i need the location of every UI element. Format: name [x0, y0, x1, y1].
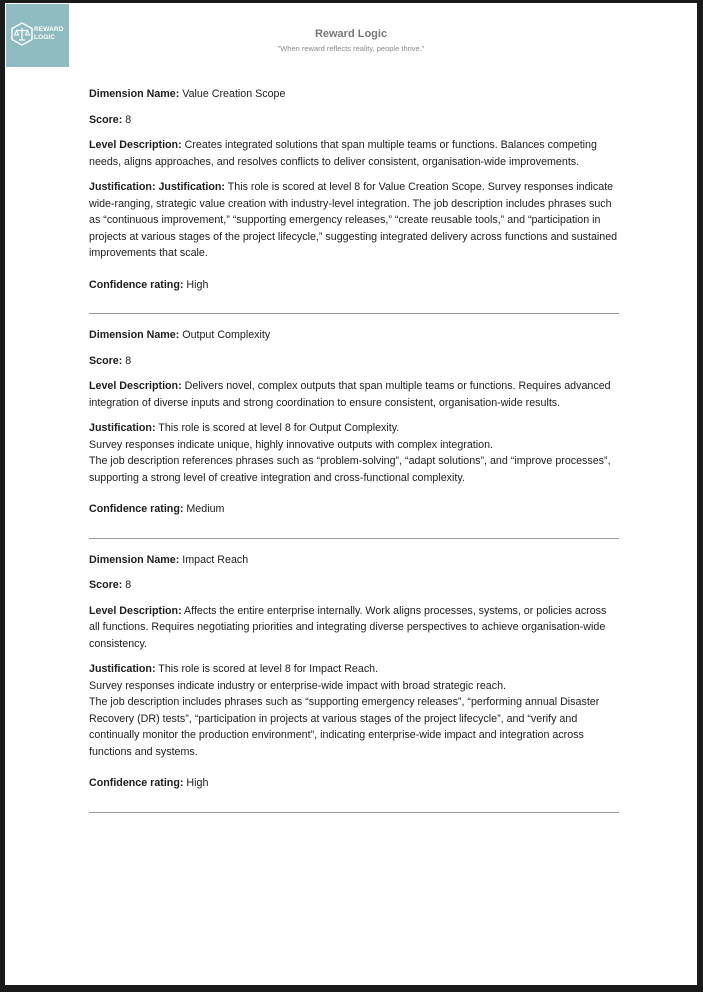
- score-field: [89, 353, 619, 370]
- logo-text: REWARD LOGIC: [34, 26, 64, 41]
- justification-field: [89, 661, 619, 760]
- section-divider: [89, 812, 619, 813]
- header-tagline: "When reward reflects reality, people thrive.": [277, 44, 425, 53]
- dimension-name-field: [89, 552, 619, 569]
- document-content: [89, 86, 619, 826]
- level-description-label: Level Description:: [89, 604, 182, 617]
- confidence-label: Confidence rating:: [89, 777, 184, 789]
- level-description-value: Creates integrated solutions that span multiple teams or functions. Balances competing needs, aligns approaches, and resolves conflicts to deliver consistent, organisation-wide improvements.: [89, 139, 597, 168]
- dimension-name-value: Impact Reach: [182, 553, 249, 566]
- justification-field: [89, 179, 619, 262]
- justification-line: The job description references phrases such as “problem-solving”, “adapt solutions”, and “improve processes”, supporting a strong level of creative integration and cross-functional complexity.: [89, 455, 611, 484]
- level-description-field: [89, 603, 619, 653]
- level-description-value: Delivers novel, complex outputs that span multiple teams or functions. Requires advanced integration of diverse inputs and strong coordination to ensure consistent, organisation-wide results.: [89, 380, 611, 409]
- justification-field: [89, 420, 619, 486]
- section-divider: [89, 313, 619, 314]
- level-description-field: [89, 378, 619, 411]
- header-title: Reward Logic: [314, 28, 388, 40]
- dimension-name-label: Dimension Name:: [89, 553, 180, 566]
- level-description-label: Level Description:: [89, 139, 182, 151]
- section-divider: [89, 538, 619, 539]
- justification-label: Justification:: [89, 663, 156, 675]
- confidence-field: [89, 277, 619, 294]
- score-value: 8: [125, 113, 132, 126]
- score-value: 8: [125, 354, 132, 367]
- dimension-section: [89, 327, 619, 539]
- dimension-name-value: Output Complexity: [182, 329, 271, 341]
- justification-line: Survey responses indicate unique, highly innovative outputs with complex integration.: [89, 438, 493, 451]
- confidence-value: High: [186, 777, 209, 789]
- score-field: [89, 112, 619, 129]
- justification-line: The job description includes phrases such as “supporting emergency releases”, “performing annual Disaster Recovery (DR) tests”, “participation in projects at various stages of the project lifecycle”, and “verify and continually monitor the production environment”, indicating enterprise-wide impact and integration across functions and systems.: [89, 696, 600, 758]
- dimension-name-label: Dimension Name:: [89, 88, 180, 100]
- dimension-name-field: [89, 86, 619, 103]
- score-label: Score:: [89, 113, 123, 126]
- justification-label: Justification: Justification:: [89, 181, 225, 193]
- dimension-name-label: Dimension Name:: [89, 329, 180, 341]
- confidence-field: [89, 501, 619, 518]
- confidence-label: Confidence rating:: [89, 503, 184, 515]
- dimension-name-field: [89, 327, 619, 344]
- dimension-section: [89, 86, 619, 314]
- document-page: [5, 3, 697, 985]
- score-label: Score:: [89, 579, 123, 591]
- justification-line: Survey responses indicate industry or enterprise-wide impact with broad strategic reach.: [89, 679, 507, 692]
- confidence-label: Confidence rating:: [89, 278, 184, 291]
- level-description-field: [89, 137, 619, 170]
- justification-line: This role is scored at level 8 for Output Complexity.: [158, 422, 400, 434]
- confidence-field: [89, 775, 619, 792]
- confidence-value: High: [186, 278, 209, 291]
- level-description-label: Level Description:: [89, 380, 182, 392]
- level-description-value: Affects the entire enterprise internally. Work aligns processes, systems, or policies across all functions. Requires negotiating priorities and integrating diverse perspectives to achieve organisation-wide consistency.: [89, 604, 607, 650]
- confidence-value: Medium: [186, 503, 225, 515]
- justification-line: This role is scored at level 8 for Impact Reach.: [158, 663, 379, 675]
- justification-text: This role is scored at level 8 for Value Creation Scope. Survey responses indicate wide-ranging, strategic value creation with industry-level integration. The job description includes phrases such as “continuous improvement,” “supporting emergency releases,” “create reusable tools,” and “participation in projects at various stages of the project lifecycle,” suggesting integrated delivery across functions and sustained improvements that scale.: [89, 181, 618, 259]
- dimension-section: [89, 552, 619, 813]
- score-label: Score:: [89, 354, 123, 367]
- score-value: 8: [125, 579, 132, 591]
- justification-label: Justification:: [89, 422, 156, 434]
- dimension-name-value: Value Creation Scope: [182, 88, 286, 100]
- score-field: [89, 577, 619, 594]
